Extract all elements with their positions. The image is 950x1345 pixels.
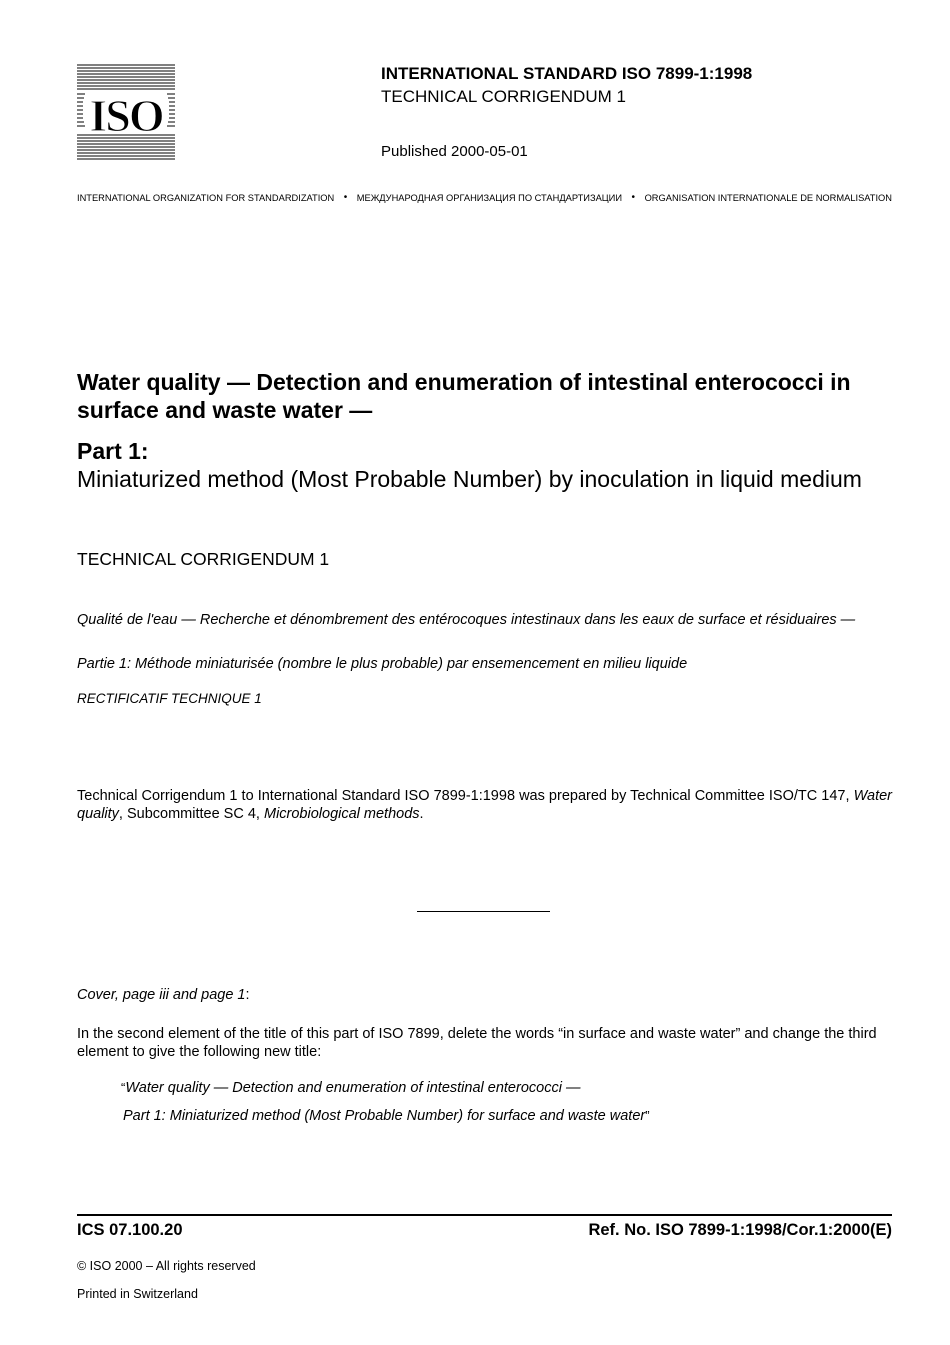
foreword-paragraph [77,787,892,823]
copyright-notice: © ISO 2000 – All rights reserved [77,1259,256,1273]
org-name-ru: МЕЖДУНАРОДНАЯ ОРГАНИЗАЦИЯ ПО СТАНДАРТИЗАЦИИ [356,192,623,203]
foreword-text: , Subcommittee SC 4, [118,806,264,822]
technical-corrigendum-heading: TECHNICAL CORRIGENDUM 1 [77,549,330,569]
foreword-text: . [419,806,424,822]
foreword-text: Technical Corrigendum 1 to International Standard ISO 7899-1:1998 was prepared by Technical Committee ISO/TC 147, [77,788,854,804]
cover-reference [77,987,250,1003]
new-title-text: Part 1: Miniaturized method (Most Probable Number) for surface and waste water [123,1108,646,1124]
french-rectificatif: RECTIFICATIF TECHNIQUE 1 [77,691,262,706]
published-date: Published 2000-05-01 [381,143,528,160]
subcommittee-name: Microbiological methods [263,806,420,822]
document-title: Water quality — Detection and enumeration of intestinal enterococci in surface and waste water — [77,369,851,423]
new-title-line-2 [123,1108,650,1124]
corrigendum-label: TECHNICAL CORRIGENDUM 1 [381,87,626,106]
new-title-line-1 [121,1080,580,1096]
iso-logo-icon [77,64,175,160]
part-subtitle: Miniaturized method (Most Probable Number) by inoculation in liquid medium [77,466,862,492]
org-name-en: INTERNATIONAL ORGANIZATION FOR STANDARDIZATION [77,192,335,203]
cover-reference-text: Cover, page iii and page 1 [77,987,246,1003]
committee-name: Water quality [77,788,892,822]
separator-line [417,911,550,912]
new-title-text: Water quality — Detection and enumeration of intestinal enterococci — [125,1080,581,1096]
organization-line [77,192,892,203]
french-part-title: Partie 1: Méthode miniaturisée (nombre le plus probable) par ensemencement en milieu liquide [77,656,688,672]
svg-text:ISO: ISO [89,90,163,141]
printed-in: Printed in Switzerland [77,1287,198,1301]
standard-number: INTERNATIONAL STANDARD ISO 7899-1:1998 [381,64,753,83]
cover-reference-colon: : [245,987,250,1003]
reference-number: Ref. No. ISO 7899-1:1998/Cor.1:2000(E) [588,1221,892,1239]
french-title: Qualité de l'eau — Recherche et dénombrement des entérocoques intestinaux dans les eaux de surface et résiduaires — [77,612,856,628]
bullet-separator: • [343,192,348,203]
bullet-separator: • [631,192,636,203]
part-label: Part 1: [77,438,149,464]
instruction-paragraph: In the second element of the title of this part of ISO 7899, delete the words “in surface and waste water” and change the third element to give the following new title: [77,1026,877,1060]
close-quote: ” [645,1108,650,1123]
footer-rule [77,1214,892,1216]
org-name-fr: ORGANISATION INTERNATIONALE DE NORMALISATION [644,192,892,203]
open-quote: “ [121,1080,126,1095]
ics-code: ICS 07.100.20 [77,1221,183,1239]
